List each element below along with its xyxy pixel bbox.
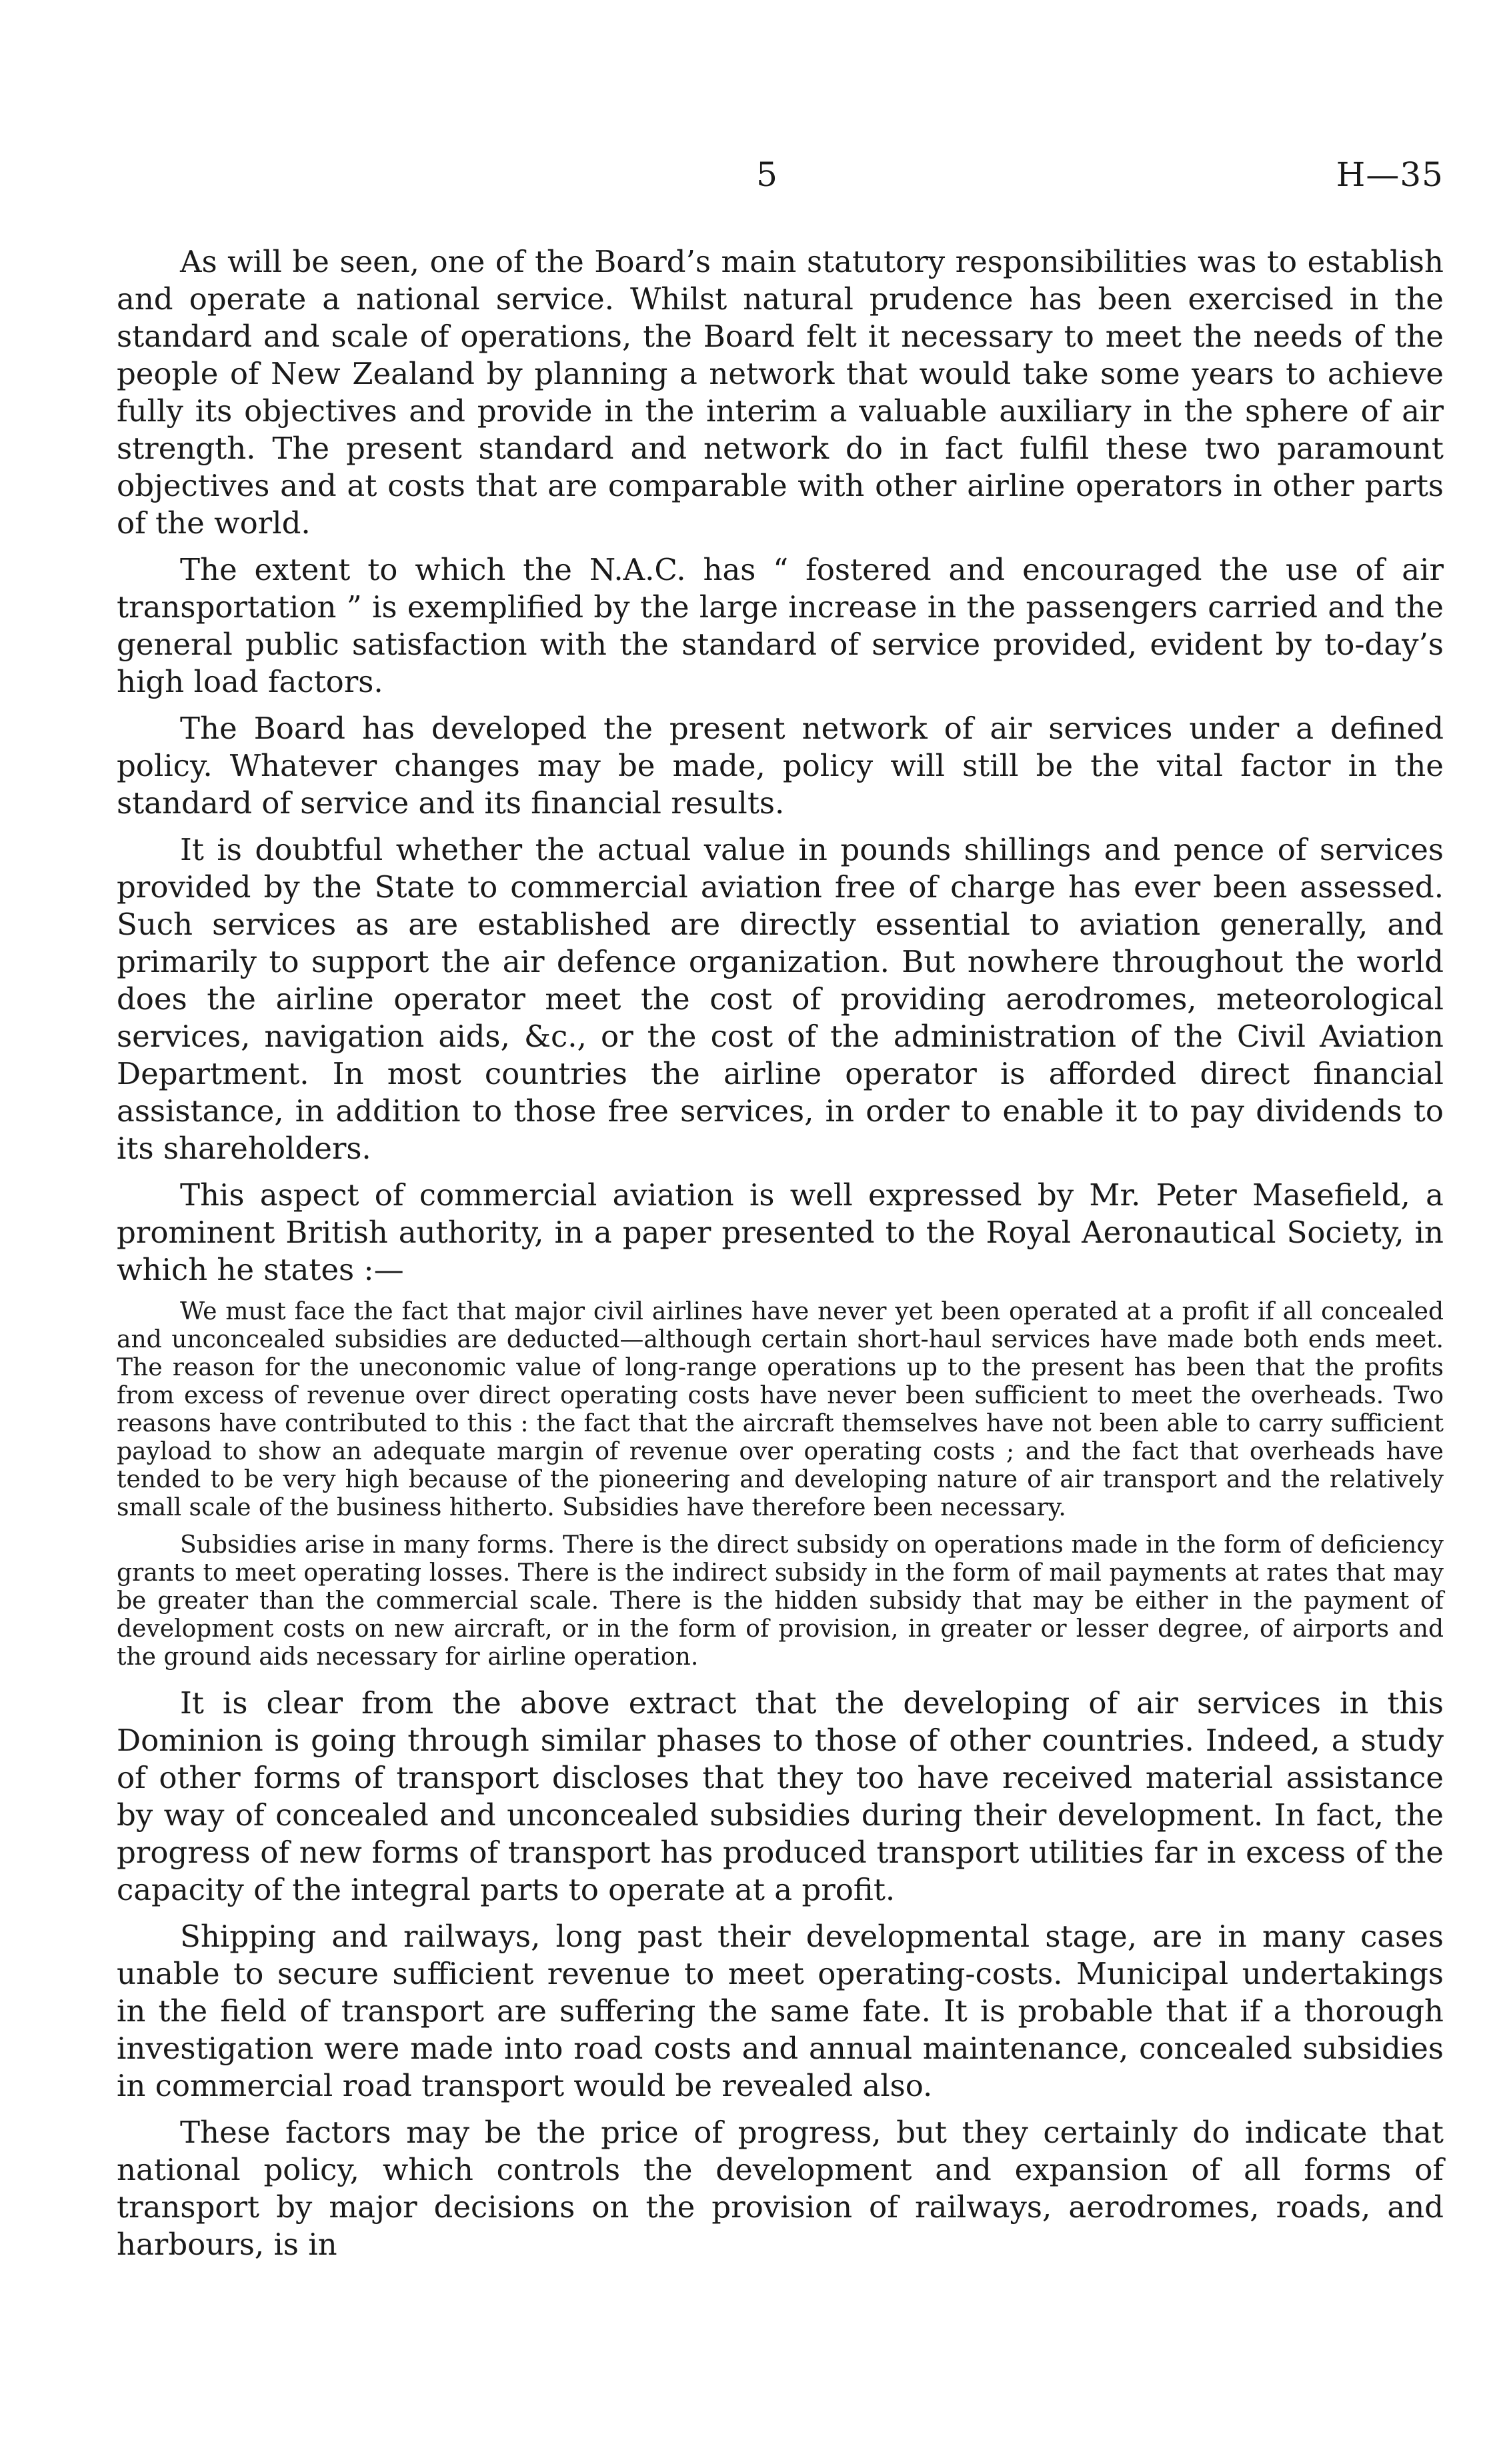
paragraph-shipping-railways: Shipping and railways, long past their developmental stage, are in many cases unable to secure sufficient revenue to meet operating-costs. Municipal undertakings in the field of transport are suffering the same fate. It is probable that if a thorough investigation were made into road costs and annual maintenance, concealed subsidies in commercial road transport would be revealed also. [117,1919,1444,2103]
page-body [117,243,1444,2273]
paragraph-similar-phases: It is clear from the above extract that the developing of air services in this Dominion is going through similar phases to those of other countries. Indeed, a study of other forms of transport discloses that they too have received material assistance by way of concealed and unconcealed subsidies during their development. In fact, the progress of new forms of transport has produced transport utilities far in excess of the capacity of the integral parts to operate at a profit. [117,1685,1444,1907]
quote-block [117,1298,1444,1671]
paragraph-masefield-intro: This aspect of commercial aviation is well expressed by Mr. Peter Masefield, a prominent British authority, in a paper presented to the Royal Aeronautical Society, in which he states :— [117,1177,1444,1287]
paragraph-air-transportation: The extent to which the N.A.C. has “ fostered and encouraged the use of air transportation ” is exemplified by the large increase in the passengers carried and the general public satisfaction with the standard of service provided, evident by to-day’s high load factors. [117,552,1444,699]
quote-paragraph-subsidies: Subsidies arise in many forms. There is the direct subsidy on operations made in the form of deficiency grants to meet operating losses. There is the indirect subsidy in the form of mail payments at rates that may be greater than the commercial scale. There is the hidden subsidy that may be either in the payment of development costs on new aircraft, or in the form of provision, in greater or lesser degree, of airports and the ground aids necessary for airline operation. [117,1531,1444,1671]
document-reference: H—35 [1336,155,1444,194]
paragraph-price-of-progress: These factors may be the price of progress, but they certainly do indicate that national policy, which controls the development and expansion of all forms of transport by major decisions on the provision of railways, aerodromes, roads, and harbours, is in [117,2115,1444,2262]
page-number: 5 [756,155,778,194]
quote-paragraph-profits: We must face the fact that major civil airlines have never yet been operated at a profit if all concealed and unconcealed subsidies are deducted—although certain short-haul services have made both ends meet. The reason for the uneconomic value of long-range operations up to the present has been that the profits from excess of revenue over direct operating costs have never been sufficient to meet the overheads. Two reasons have contributed to this : the fact that the aircraft themselves have not been able to carry sufficient payload to show an adequate margin of revenue over operating costs ; and the fact that overheads have tended to be very high because of the pioneering and developing nature of air transport and the relatively small scale of the business hitherto. Subsidies have therefore been necessary. [117,1298,1444,1521]
paragraph-defined-policy: The Board has developed the present network of air services under a defined policy. Whatever changes may be made, policy will still be the vital factor in the standard of service and its financial results. [117,711,1444,821]
paragraph-state-services: It is doubtful whether the actual value in pounds shillings and pence of services provided by the State to commercial aviation free of charge has ever been assessed. Such services as are established are directly essential to aviation generally, and primarily to support the air defence organization. But nowhere throughout the world does the airline operator meet the cost of providing aerodromes, meteorological services, navigation aids, &c., or the cost of the administration of the Civil Aviation Department. In most countries the airline operator is afforded direct financial assistance, in addition to those free services, in order to enable it to pay dividends to its shareholders. [117,832,1444,1166]
paragraph-national-service: As will be seen, one of the Board’s main statutory responsibilities was to establish and operate a national service. Whilst natural prudence has been exercised in the standard and scale of operations, the Board felt it necessary to meet the needs of the people of New Zealand by planning a network that would take some years to achieve fully its objectives and provide in the interim a valuable auxiliary in the sphere of air strength. The present standard and network do in fact fulfil these two paramount objectives and at costs that are comparable with other airline operators in other parts of the world. [117,244,1444,541]
